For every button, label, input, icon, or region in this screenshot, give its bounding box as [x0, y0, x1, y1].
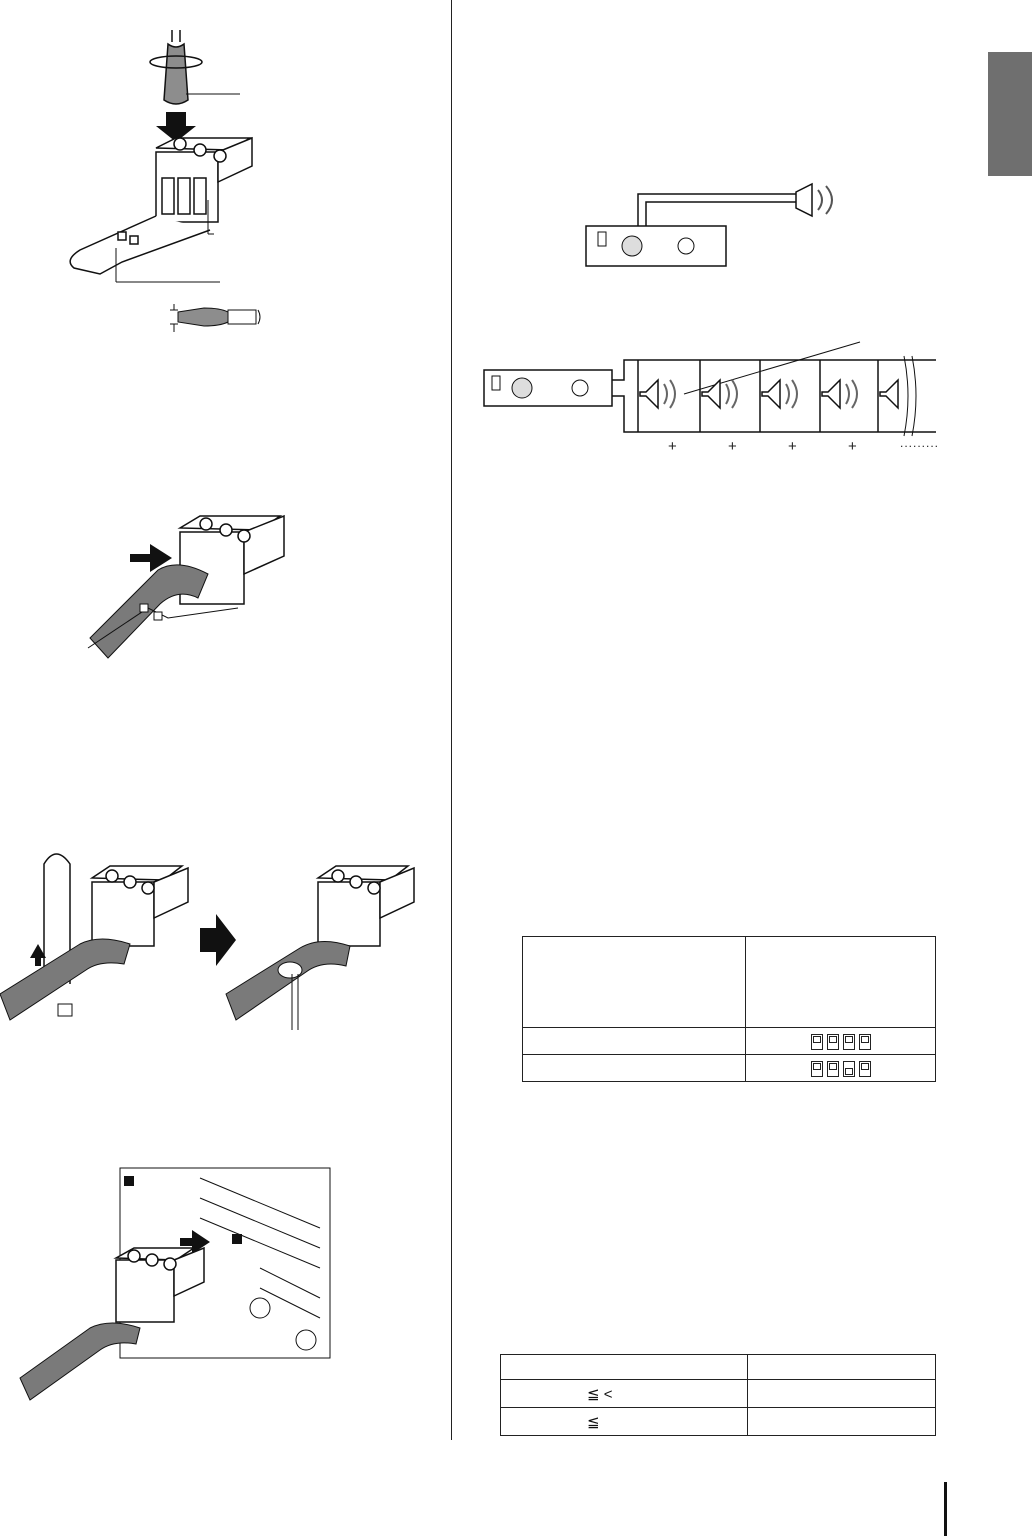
- single-speaker-diagram: [586, 180, 846, 270]
- amplifier-icon: [586, 226, 726, 266]
- cable-insertion-illustration: [88, 508, 308, 668]
- dip-switch-icon: [843, 1034, 855, 1050]
- dip-switch-icon: [827, 1061, 839, 1077]
- speaker-icon: [762, 380, 780, 408]
- arrow-icon: [200, 914, 236, 966]
- impedance-table: [500, 1354, 936, 1436]
- dip-switch-table: [522, 936, 936, 1082]
- dip-switch-icon: [843, 1061, 855, 1077]
- dip-switch-icon: [859, 1061, 871, 1077]
- speaker-icon: [880, 380, 898, 408]
- speaker-icon: [640, 380, 658, 408]
- cable-icon: [20, 1323, 140, 1400]
- connector-icon: [318, 866, 414, 946]
- column-divider: [451, 0, 452, 1440]
- plus-sign: +: [848, 438, 857, 455]
- table-row: [523, 1055, 936, 1082]
- amplifier-icon: [484, 370, 612, 406]
- plus-sign: +: [788, 438, 797, 455]
- screwdriver-terminal-illustration: [60, 30, 320, 290]
- screwdriver-icon: [150, 30, 202, 104]
- table-header-row: [501, 1355, 936, 1380]
- dip-switch-icon: [811, 1034, 823, 1050]
- input-connection-illustration: [20, 1168, 330, 1408]
- dip-switch-icon: [827, 1034, 839, 1050]
- table-header-row: [523, 937, 936, 1028]
- connector-icon: [92, 866, 188, 946]
- dip-switch-icon: [859, 1034, 871, 1050]
- table-row: [523, 1028, 936, 1055]
- cable-icon: [226, 941, 350, 1020]
- cable-tie-illustration: [0, 844, 440, 1040]
- speaker-icon: [702, 380, 720, 408]
- plus-sign: +: [668, 438, 677, 455]
- table-row: ≦ <: [501, 1380, 936, 1408]
- speaker-icon: [822, 380, 840, 408]
- dip-switch-icon: [811, 1061, 823, 1077]
- multi-speaker-diagram: [484, 330, 936, 440]
- screwdriver-tip-illustration: [168, 296, 268, 336]
- cable-icon: [90, 565, 208, 658]
- connector-icon: [70, 138, 252, 274]
- side-tab: [988, 52, 1032, 176]
- page-number-bar: [944, 1482, 947, 1536]
- speaker-icon: [796, 184, 812, 216]
- continuation-dots: .........: [900, 436, 940, 450]
- table-row: ≦: [501, 1408, 936, 1436]
- plus-sign: +: [728, 438, 737, 455]
